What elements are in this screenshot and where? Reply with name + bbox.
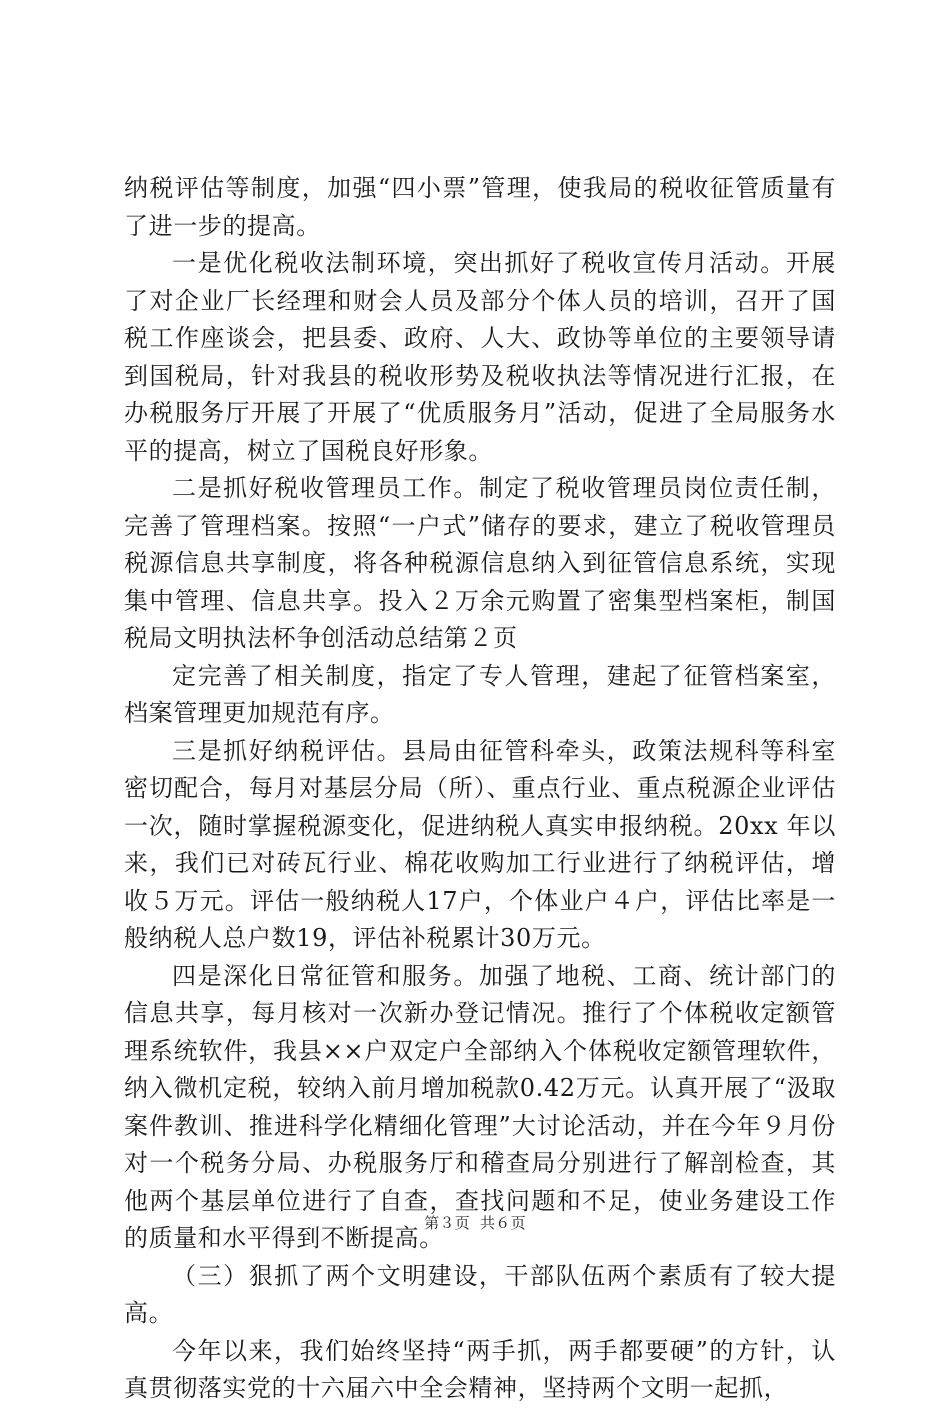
paragraph-continuation: 纳税评估等制度，加强“四小票”管理，使我局的税收征管质量有了进一步的提高。 [124, 174, 836, 240]
paragraph-section-heading: （三）狠抓了两个文明建设，干部队伍两个素质有了较大提高。 [124, 1261, 836, 1327]
paragraph-tax-assessment: 三是抓好纳税评估。县局由征管科牵头，政策法规科等科室密切配合，每月对基层分局（所）、重点行业、重点税源企业评估一次，随时掌握税源变化，促进纳税人真实申报纳税。20xx 年以来，我们已对砖瓦行业、棉花收购加工行业进行了纳税评估，增收５万元。评估一般纳税人17户，个体业户４户，评估比率是一般纳税人总户数19，评估补税累计30万元。 [124, 736, 836, 952]
paragraph-tax-manager-work: 二是抓好税收管理员工作。制定了税收管理员岗位责任制，完善了管理档案。按照“一户式”储存的要求，建立了税收管理员税源信息共享制度，将各种税源信息纳入到征管信息系统，实现集中管理、信息共享。投入２万余元购置了密集型档案柜，制国税局文明执法杯争创活动总结第２页 [124, 474, 836, 652]
paragraph-tax-legal-environment: 一是优化税收法制环境，突出抓好了税收宣传月活动。开展了对企业厂长经理和财会人员及部分个体人员的培训，召开了国税工作座谈会，把县委、政府、人大、政协等单位的主要领导请到国税局，针对我县的税收形势及税收执法等情况进行汇报，在办税服务厅开展了开展了“优质服务月”活动，促进了全局服务水平的提高，树立了国税良好形象。 [124, 249, 836, 465]
page-footer [0, 1212, 950, 1233]
paragraph-two-civilizations: 今年以来，我们始终坚持“两手抓，两手都要硬”的方针，认真贯彻落实党的十六届六中全会精神，坚持两个文明一起抓， [124, 1336, 836, 1402]
paragraph-archive-management: 定完善了相关制度，指定了专人管理，建起了征管档案室，档案管理更加规范有序。 [124, 661, 836, 727]
page-number-current: 第３页 [424, 1214, 470, 1232]
paragraph-daily-management: 四是深化日常征管和服务。加强了地税、工商、统计部门的信息共享，每月核对一次新办登记情况。推行了个体税收定额管理系统软件，我县××户双定户全部纳入个体税收定额管理软件，纳入微机定税，较纳入前月增加税款0.42万元。认真开展了“汲取案件教训、推进科学化精细化管理”大讨论活动，并在今年９月份对一个税务分局、办税服务厅和稽查局分别进行了解剖检查，其他两个基层单位进行了自查，查找问题和不足，使业务建设工作的质量和水平得到不断提高。 [124, 961, 836, 1252]
page-number-total: 共６页 [480, 1214, 526, 1232]
